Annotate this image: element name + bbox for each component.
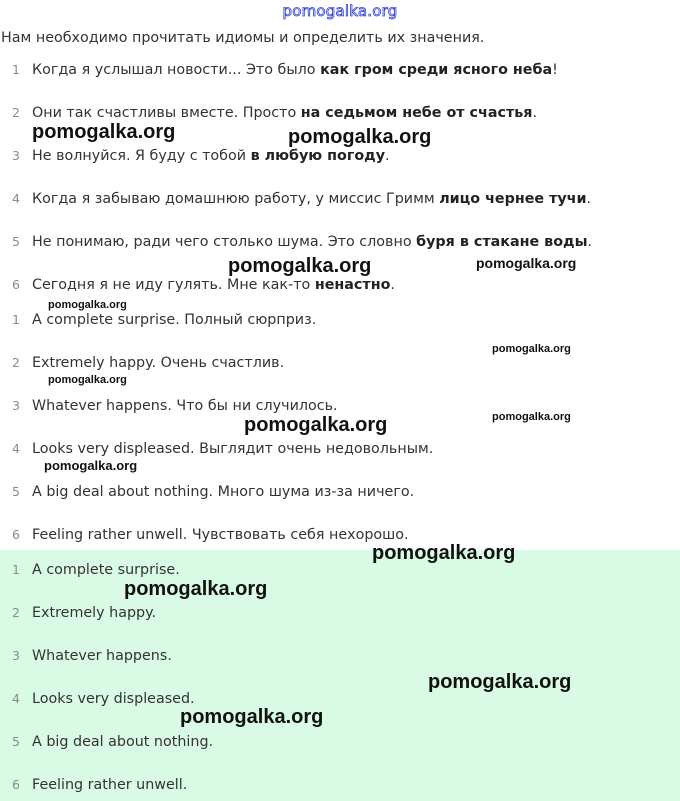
meaning-text: Whatever happens. Что бы ни случилось. xyxy=(32,398,338,414)
answer-text: Feeling rather unwell. xyxy=(32,777,188,793)
sentence-end: . xyxy=(385,148,390,164)
watermark: pomogalka.org xyxy=(492,411,571,423)
meaning-row xyxy=(0,480,414,504)
idiom-text: лицо чернее тучи xyxy=(439,191,587,207)
idiom-text: на седьмом небе от счастья xyxy=(300,105,533,121)
row-number: 3 xyxy=(12,148,20,163)
row-number: 6 xyxy=(12,527,20,542)
intro-text: Нам необходимо прочитать идиомы и определить их значения. xyxy=(1,30,485,46)
sentence-end: . xyxy=(390,277,395,293)
idiom-text: как гром среди ясного неба xyxy=(320,62,553,78)
answer-row xyxy=(0,773,187,797)
answer-row xyxy=(0,644,172,668)
watermark: pomogalka.org xyxy=(244,414,388,436)
meaning-row xyxy=(0,523,409,547)
row-number: 1 xyxy=(12,312,20,327)
row-number: 6 xyxy=(12,277,20,292)
answer-text: A big deal about nothing. xyxy=(32,734,214,750)
sentence-text: Сегодня я не иду гулять. Мне как-то xyxy=(32,277,315,293)
watermark: pomogalka.org xyxy=(124,578,268,600)
row-number: 3 xyxy=(12,398,20,413)
watermark: pomogalka.org xyxy=(48,374,127,386)
row-number: 3 xyxy=(12,648,20,663)
answer-text: Looks very displeased. xyxy=(32,691,195,707)
watermark: pomogalka.org xyxy=(428,671,572,693)
row-number: 2 xyxy=(12,605,20,620)
answer-text: A complete surprise. xyxy=(32,562,180,578)
sentence-end: . xyxy=(587,234,593,250)
answer-panel xyxy=(0,550,680,801)
row-number: 5 xyxy=(12,734,20,749)
answer-row xyxy=(0,601,156,625)
meaning-row xyxy=(0,308,316,332)
meaning-text: Looks very displeased. Выглядит очень недовольным. xyxy=(32,441,434,457)
row-number: 5 xyxy=(12,234,20,249)
answer-text: Extremely happy. xyxy=(32,605,157,621)
sentence-text: Не волнуйся. Я буду с тобой xyxy=(32,148,251,164)
watermark: pomogalka.org xyxy=(476,255,577,271)
row-number: 4 xyxy=(12,191,20,206)
sentence-end: . xyxy=(586,191,592,207)
watermark: pomogalka.org xyxy=(492,343,571,355)
idiom-text: в любую погоду xyxy=(250,148,386,164)
meaning-text: Feeling rather unwell. Чувствовать себя нехорошо. xyxy=(32,527,409,543)
watermark: pomogalka.org xyxy=(372,542,516,564)
site-header-logo[interactable]: pomogalka.org xyxy=(282,2,398,20)
meaning-text: Extremely happy. Очень счастлив. xyxy=(32,355,285,371)
sentence-end: . xyxy=(532,105,538,121)
sentence-row xyxy=(0,230,592,254)
row-number: 2 xyxy=(12,355,20,370)
watermark: pomogalka.org xyxy=(32,121,176,143)
meaning-text: A big deal about nothing. Много шума из-за ничего. xyxy=(32,484,415,500)
meaning-row xyxy=(0,351,284,375)
row-number: 4 xyxy=(12,691,20,706)
row-number: 4 xyxy=(12,441,20,456)
row-number: 5 xyxy=(12,484,20,499)
sentence-text: Не понимаю, ради чего столько шума. Это словно xyxy=(32,234,417,250)
sentence-row xyxy=(0,187,591,211)
meaning-text: A complete surprise. Полный сюрприз. xyxy=(32,312,317,328)
idiom-text: буря в стакане воды xyxy=(416,234,588,250)
row-number: 6 xyxy=(12,777,20,792)
watermark: pomogalka.org xyxy=(44,458,138,473)
row-number: 2 xyxy=(12,105,20,120)
answer-row xyxy=(0,730,213,754)
answer-row xyxy=(0,687,195,711)
sentence-end: ! xyxy=(552,62,558,78)
sentence-text: Когда я услышал новости... Это было xyxy=(32,62,321,78)
watermark: pomogalka.org xyxy=(180,706,324,728)
watermark: pomogalka.org xyxy=(228,255,372,277)
row-number: 1 xyxy=(12,62,20,77)
sentence-row xyxy=(0,58,558,82)
sentence-text: Они так счастливы вместе. Просто xyxy=(32,105,301,121)
sentence-text: Когда я забываю домашнюю работу, у миссис Гримм xyxy=(32,191,440,207)
answer-text: Whatever happens. xyxy=(32,648,172,664)
watermark: pomogalka.org xyxy=(48,299,127,311)
watermark: pomogalka.org xyxy=(288,126,432,148)
row-number: 1 xyxy=(12,562,20,577)
idiom-text: ненастно xyxy=(314,277,391,293)
